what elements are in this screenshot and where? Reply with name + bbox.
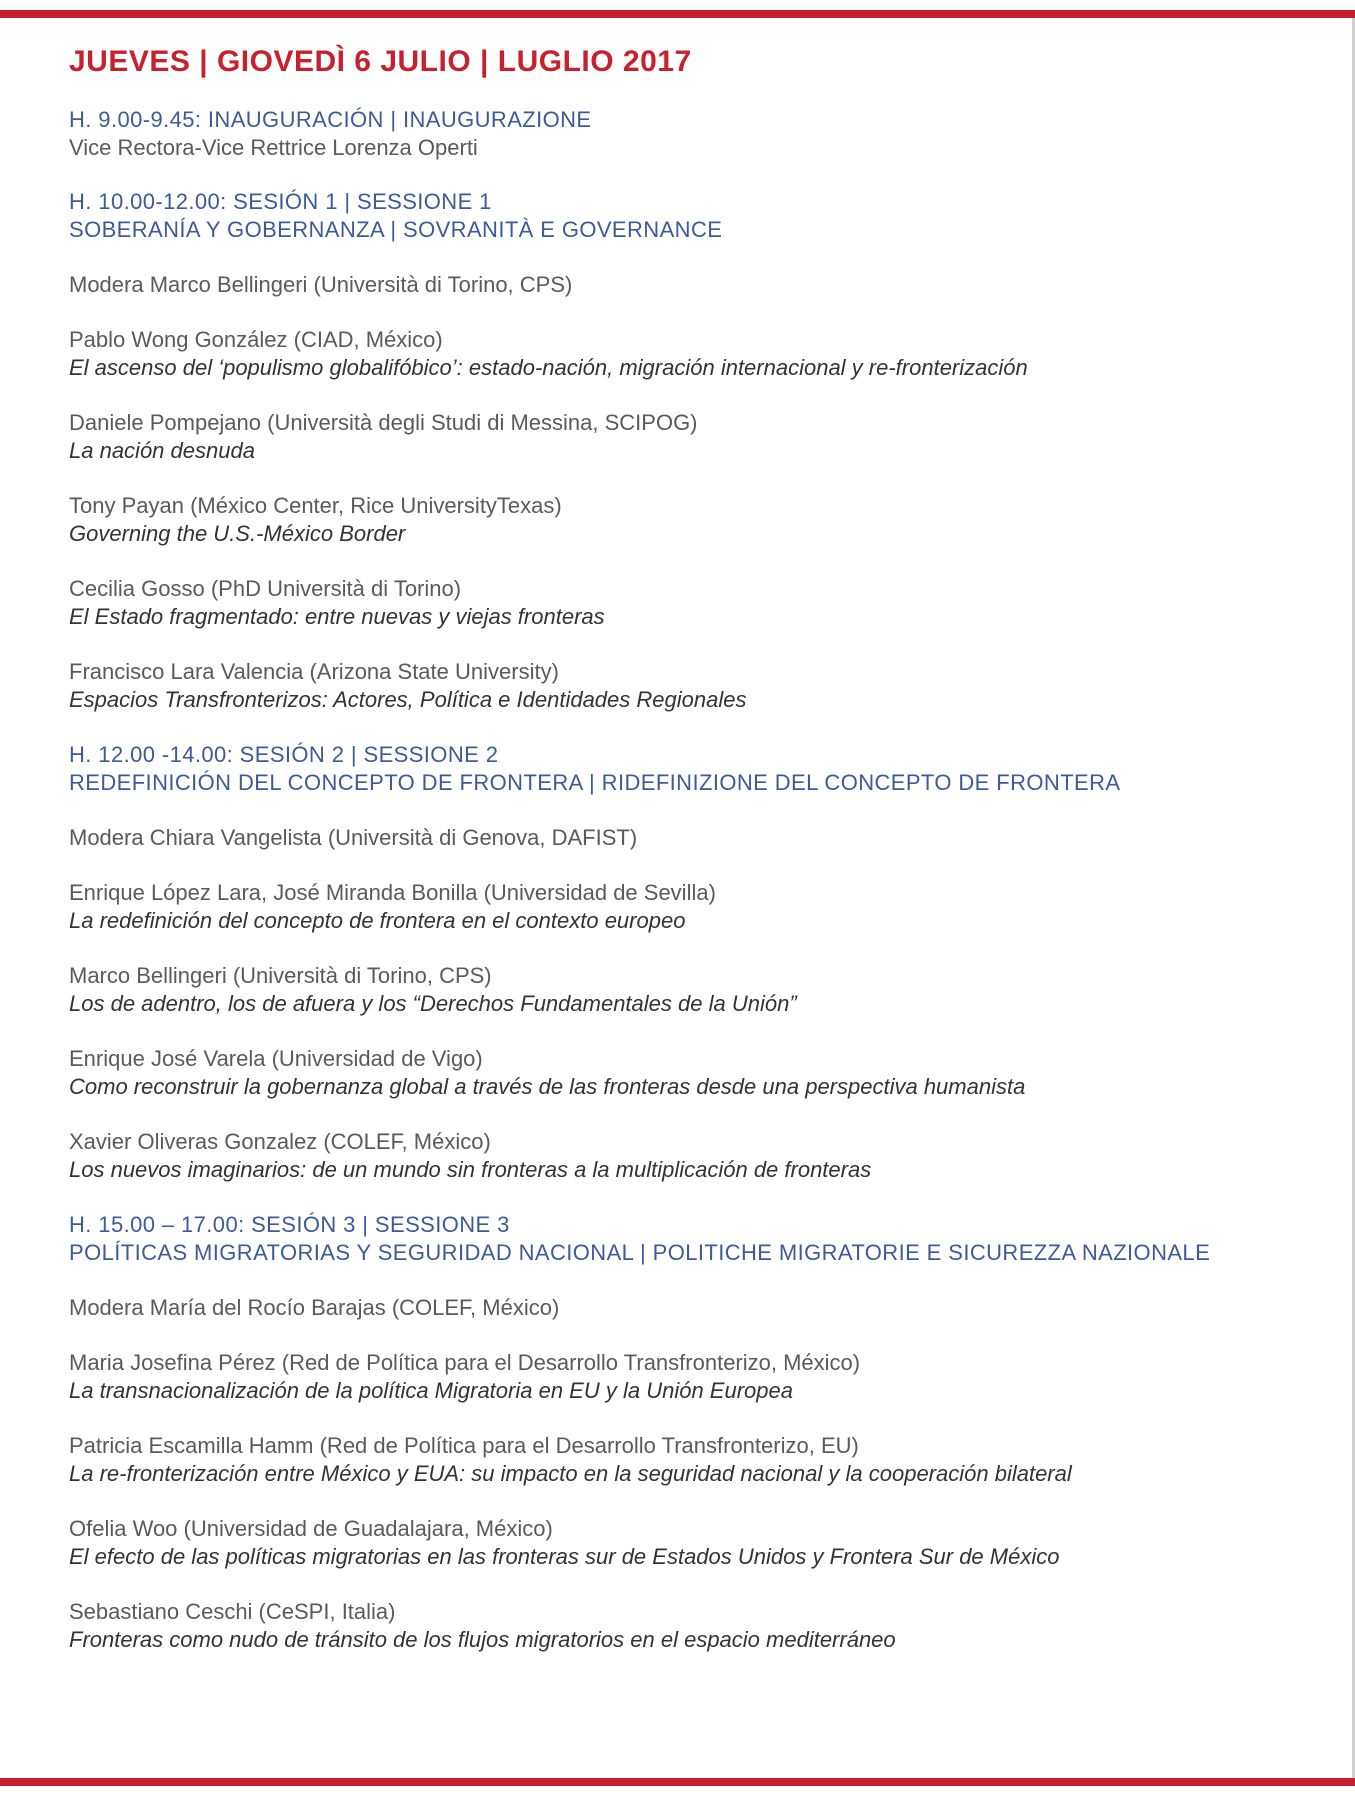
talk-title: Como reconstruir la gobernanza global a través de las fronteras desde una perspectiva humanista [69,1074,1026,1099]
talk-speaker: Marco Bellingeri (Università di Torino, CPS) [69,963,492,988]
session-theme-line: POLÍTICAS MIGRATORIAS Y SEGURIDAD NACIONAL | POLITICHE MIGRATORIE E SICUREZZA NAZIONALE [69,1240,1211,1265]
talk-speaker: Maria Josefina Pérez (Red de Política para el Desarrollo Transfronterizo, México) [69,1350,861,1375]
top-accent-bar [0,10,1355,18]
talk-speaker: Francisco Lara Valencia (Arizona State University) [69,659,559,684]
session-theme-line: REDEFINICIÓN DEL CONCEPTO DE FRONTERA | RIDEFINIZIONE DEL CONCEPTO DE FRONTERA [69,770,1121,795]
inauguration-speaker: Vice Rectora-Vice Rettrice Lorenza Operti [69,135,478,160]
moderator-entry [69,824,1329,852]
talk-entry [69,1432,1329,1488]
talk-entry [69,409,1329,465]
talk-title: La redefinición del concepto de frontera en el contexto europeo [69,908,686,933]
talk-entry [69,1598,1329,1654]
talk-title: El ascenso del ‘populismo globalifóbico’: estado-nación, migración internacional y re-fronterización [69,355,1028,380]
talk-entry [69,492,1329,548]
session-3 [69,1211,1329,1654]
inauguration-block [69,106,1329,162]
session-1 [69,188,1329,714]
session-2 [69,741,1329,1184]
talk-title: El Estado fragmentado: entre nuevas y viejas fronteras [69,604,605,629]
talk-title: La nación desnuda [69,438,255,463]
talk-entry [69,1349,1329,1405]
talk-entry [69,1128,1329,1184]
talk-entry [69,658,1329,714]
talk-speaker: Tony Payan (México Center, Rice UniversityTexas) [69,493,562,518]
moderator: Modera Marco Bellingeri (Università di Torino, CPS) [69,272,573,297]
program-page [69,40,1329,1681]
inauguration-heading: H. 9.00-9.45: INAUGURACIÓN | INAUGURAZIONE [69,107,592,132]
talk-speaker: Pablo Wong González (CIAD, México) [69,327,443,352]
talk-speaker: Daniele Pompejano (Università degli Studi di Messina, SCIPOG) [69,410,698,435]
session-time-line: H. 12.00 -14.00: SESIÓN 2 | SESSIONE 2 [69,742,499,767]
talk-entry [69,575,1329,631]
talk-speaker: Xavier Oliveras Gonzalez (COLEF, México) [69,1129,491,1154]
talk-entry [69,1045,1329,1101]
talk-title: La re-fronterización entre México y EUA: su impacto en la seguridad nacional y la cooperación bilateral [69,1461,1072,1486]
session-theme-line: SOBERANÍA Y GOBERNANZA | SOVRANITÀ E GOVERNANCE [69,217,723,242]
day-title: JUEVES | GIOVEDÌ 6 JULIO | LUGLIO 2017 [69,45,692,78]
talk-title: Los nuevos imaginarios: de un mundo sin fronteras a la multiplicación de fronteras [69,1157,872,1182]
moderator: Modera María del Rocío Barajas (COLEF, México) [69,1295,560,1320]
talk-entry [69,1515,1329,1571]
talk-speaker: Ofelia Woo (Universidad de Guadalajara, México) [69,1516,553,1541]
session-time-line: H. 10.00-12.00: SESIÓN 1 | SESSIONE 1 [69,189,492,214]
moderator-entry [69,271,1329,299]
talk-title: La transnacionalización de la política Migratoria en EU y la Unión Europea [69,1378,793,1403]
talk-title: Los de adentro, los de afuera y los “Derechos Fundamentales de la Unión” [69,991,797,1016]
talk-speaker: Sebastiano Ceschi (CeSPI, Italia) [69,1599,396,1624]
talk-entry [69,326,1329,382]
moderator: Modera Chiara Vangelista (Università di Genova, DAFIST) [69,825,638,850]
talk-speaker: Enrique José Varela (Universidad de Vigo) [69,1046,483,1071]
talk-speaker: Cecilia Gosso (PhD Università di Torino) [69,576,462,601]
talk-entry [69,962,1329,1018]
talk-entry [69,879,1329,935]
talk-title: Fronteras como nudo de tránsito de los flujos migratorios en el espacio mediterráneo [69,1627,896,1652]
session-time-line: H. 15.00 – 17.00: SESIÓN 3 | SESSIONE 3 [69,1212,510,1237]
bottom-accent-bar [0,1778,1355,1786]
talk-title: Espacios Transfronterizos: Actores, Política e Identidades Regionales [69,687,747,712]
talk-title: El efecto de las políticas migratorias en las fronteras sur de Estados Unidos y Frontera Sur de México [69,1544,1060,1569]
moderator-entry [69,1294,1329,1322]
talk-speaker: Enrique López Lara, José Miranda Bonilla (Universidad de Sevilla) [69,880,716,905]
talk-title: Governing the U.S.-México Border [69,521,406,546]
talk-speaker: Patricia Escamilla Hamm (Red de Política para el Desarrollo Transfronterizo, EU) [69,1433,859,1458]
